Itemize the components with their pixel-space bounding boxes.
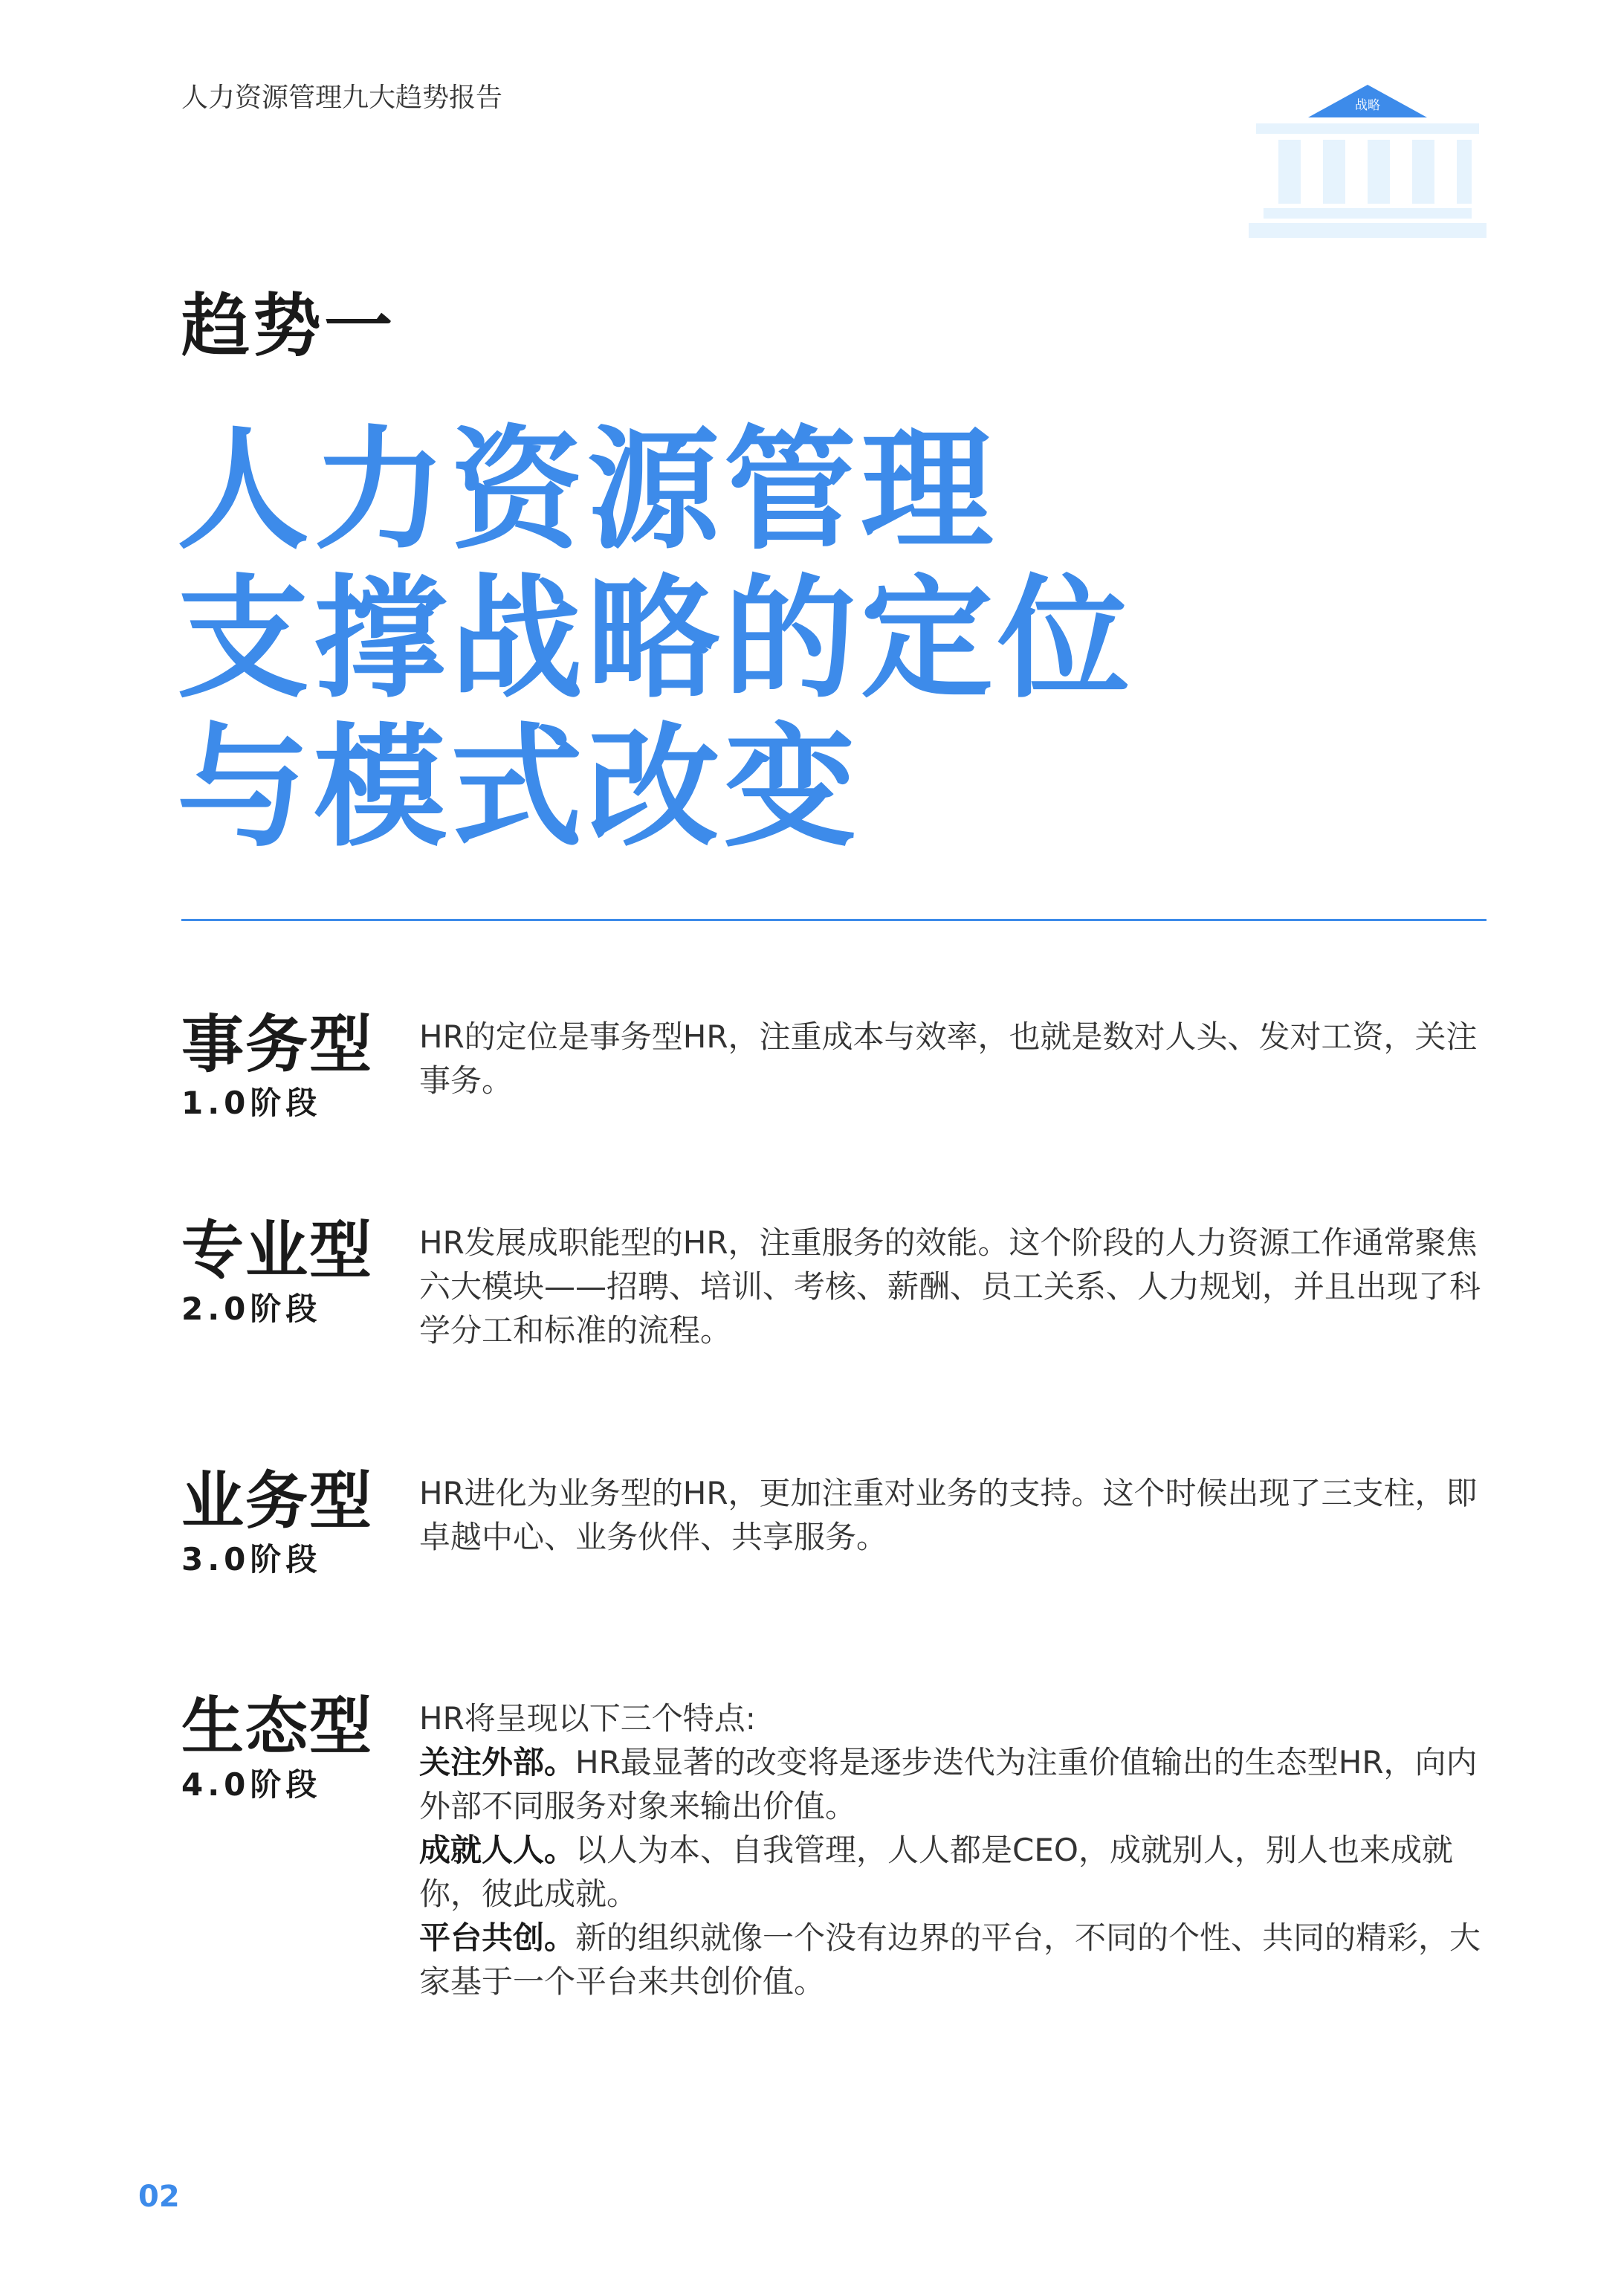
paragraph-text: HR最显著的改变将是逐步迭代为注重价值输出的生态型HR，向内外部不同服务对象来输出价值。 — [419, 1744, 1478, 1824]
stage-name: 事务型 — [181, 1008, 374, 1081]
stage-paragraph — [419, 1740, 1482, 1828]
stage-level: 3.0阶段 — [181, 1541, 322, 1578]
stage-paragraph — [419, 1221, 1482, 1352]
trend-title-line: 支撑战略的定位 — [177, 562, 1134, 716]
paragraph-lead: 关注外部。 — [419, 1744, 576, 1780]
trend-title-line: 与模式改变 — [177, 711, 861, 865]
section-divider — [181, 919, 1486, 921]
stage-name: 业务型 — [181, 1465, 374, 1537]
stage-description — [419, 1471, 1482, 1559]
page-number: 02 — [138, 2180, 180, 2214]
paragraph-text: HR发展成职能型的HR，注重服务的效能。这个阶段的人力资源工作通常聚焦六大模块——招聘、培训、考核、薪酬、员工关系、人力规划，并且出现了科学分工和标准的流程。 — [419, 1224, 1481, 1349]
trend-title — [177, 413, 1440, 865]
stage-paragraph — [419, 1916, 1482, 2003]
stage-level: 1.0阶段 — [181, 1085, 322, 1121]
stage-name: 生态型 — [181, 1690, 374, 1763]
paragraph-text: 以人为本、自我管理，人人都是CEO，成就别人，别人也来成就你，彼此成就。 — [419, 1832, 1453, 1912]
stage-description — [419, 1696, 1482, 2003]
stage-description — [419, 1221, 1482, 1352]
stage-paragraph — [419, 1471, 1482, 1559]
paragraph-text: HR的定位是事务型HR，注重成本与效率，也就是数对人头、发对工资，关注事务。 — [419, 1018, 1478, 1099]
trend-title-line: 人力资源管理 — [177, 413, 997, 567]
paragraph-text: HR进化为业务型的HR，更加注重对业务的支持。这个时候出现了三支柱，即卓越中心、业务伙伴、共享服务。 — [419, 1475, 1478, 1555]
stage-paragraph — [419, 1828, 1482, 1916]
stage-paragraph — [419, 1696, 1482, 1740]
stage-name: 专业型 — [181, 1214, 374, 1287]
stage-level: 2.0阶段 — [181, 1291, 322, 1327]
temple-badge-label: 战略 — [1355, 98, 1380, 113]
temple-icon — [1249, 82, 1486, 245]
stage-paragraph — [419, 1015, 1482, 1102]
paragraph-text: 新的组织就像一个没有边界的平台，不同的个性、共同的精彩，大家基于一个平台来共创价值。 — [419, 1919, 1481, 2000]
report-header-title: 人力资源管理九大趋势报告 — [181, 83, 503, 113]
trend-label: 趋势一 — [181, 286, 396, 366]
stage-level: 4.0阶段 — [181, 1766, 322, 1803]
paragraph-text: HR将呈现以下三个特点: — [419, 1700, 756, 1737]
paragraph-lead: 平台共创。 — [419, 1919, 576, 1956]
stage-description — [419, 1015, 1482, 1102]
paragraph-lead: 成就人人。 — [419, 1832, 576, 1868]
